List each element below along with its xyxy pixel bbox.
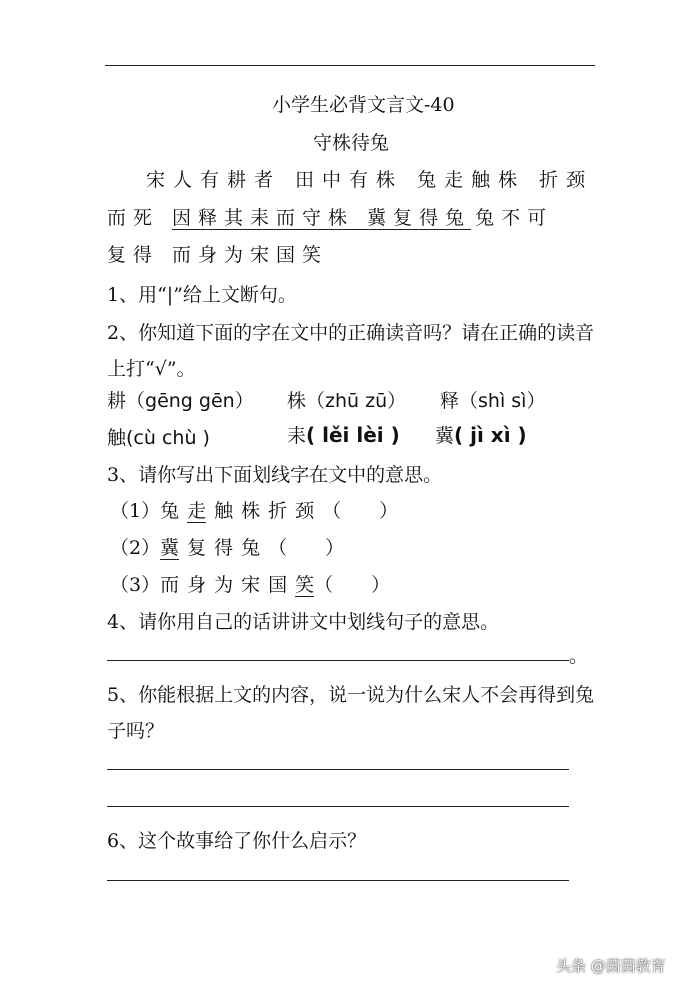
pinyin-char: 释 (440, 390, 460, 412)
answer-line-q4 (107, 660, 569, 661)
poem-title: 守株待兔 (313, 132, 390, 154)
passage-line-2-start: 而死 (107, 207, 173, 229)
question-2-line-1: 2、你知道下面的字在文中的正确读音吗？请在正确的读音 (107, 322, 595, 344)
passage-line-1: 宋人有耕者 田中有株 兔走触株 折颈 (146, 169, 594, 191)
question-6: 6、这个故事给了你什么启示？ (107, 830, 367, 852)
item-number: （3） (110, 574, 161, 596)
item-text-start: 而身为宋国 (160, 574, 296, 596)
item-text-end: 触株折颈 (214, 500, 323, 522)
q3-item-3 (110, 570, 390, 597)
top-divider (105, 65, 595, 66)
question-4: 4、请你用自己的话讲讲文中划线句子的意思。 (107, 611, 500, 633)
question-1: 1、用“|”给上文断句。 (107, 284, 297, 306)
pinyin-char: 耕 (107, 390, 127, 412)
pinyin-item-zhu (287, 386, 406, 413)
question-5-line-1: 5、你能根据上文的内容，说一说为什么宋人不会再得到兔 (107, 684, 595, 706)
pinyin-char: 触 (107, 427, 127, 449)
q3-item-1 (110, 496, 398, 523)
underlined-sentence: 因释其耒而守株 冀复得兔 (172, 207, 472, 229)
page-title: 小学生必背文言文-40 (272, 94, 455, 116)
pinyin-options: ( lěi lèi ) (306, 423, 400, 447)
passage-line-2-end: 兔不可 (475, 207, 554, 229)
question-2-line-2: 上打“√”。 (107, 358, 196, 380)
pinyin-options: (cù chù ) (126, 427, 210, 449)
pinyin-char: 株 (287, 390, 307, 412)
item-text-start: 兔 (160, 500, 188, 522)
item-number: （1） (110, 500, 161, 522)
pinyin-options: （shì sì） (459, 390, 546, 412)
answer-line-q6 (107, 880, 569, 881)
answer-line-q5-2 (107, 806, 569, 807)
pinyin-item-shi (440, 386, 545, 413)
pinyin-options: （gēng gēn） (126, 390, 254, 412)
question-5-line-2: 子吗？ (107, 720, 165, 742)
pinyin-item-lei (287, 421, 400, 448)
pinyin-char: 耒 (287, 425, 307, 447)
answer-blank: （ ） (314, 574, 391, 596)
item-number: （2） (110, 537, 161, 559)
question-3: 3、请你写出下面划线字在文中的意思。 (107, 464, 443, 486)
pinyin-item-ji (435, 421, 527, 448)
watermark: 头条 @茵茵教育 (556, 957, 666, 975)
underlined-char: 笑 (295, 574, 315, 596)
answer-blank: （ ） (322, 500, 399, 522)
pinyin-options: （zhū zū） (306, 390, 407, 412)
q3-item-2 (110, 533, 344, 560)
pinyin-char: 冀 (435, 425, 455, 447)
item-text-end: 复得兔 (187, 537, 269, 559)
passage-line-3: 复得 而身为宋国笑 (107, 244, 329, 266)
answer-line-q5-1 (107, 769, 569, 770)
underlined-char: 走 (187, 500, 207, 522)
pinyin-options: ( jì xì ) (454, 423, 527, 447)
passage-line-2 (107, 203, 553, 230)
pinyin-item-geng (107, 386, 254, 413)
pinyin-item-chu (107, 423, 210, 450)
q4-period: 。 (569, 645, 589, 667)
underlined-char: 冀 (160, 537, 180, 559)
answer-blank: （ ） (268, 537, 345, 559)
